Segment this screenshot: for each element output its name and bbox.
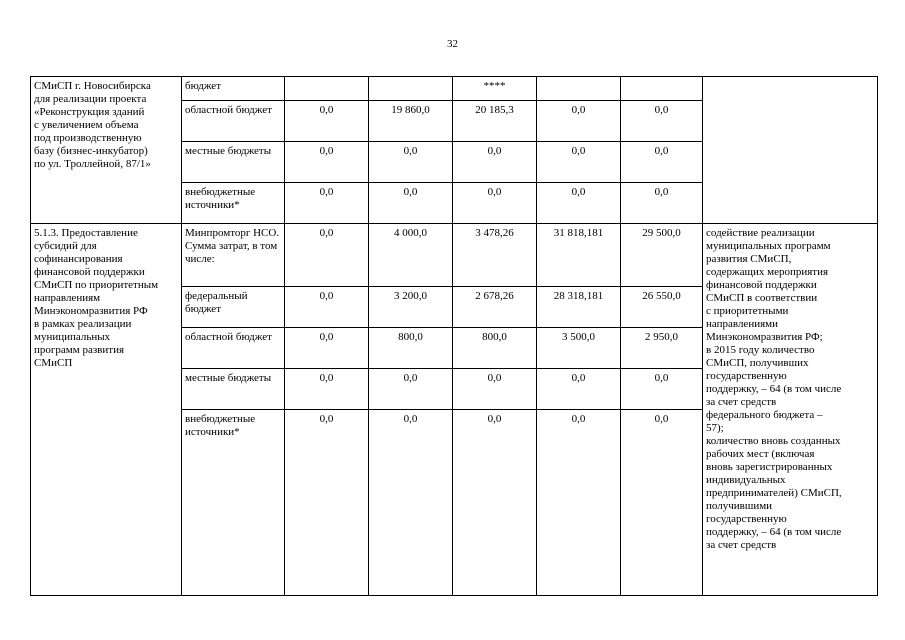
amount-cell: 0,0 [537,101,621,142]
financing-table [30,76,878,596]
expected-result-line: содействие реализации [706,227,815,239]
amount-cell: 0,0 [285,410,369,596]
amount-cell: 0,0 [285,328,369,369]
amount-cell: 0,0 [285,224,369,287]
expected-result-line: государственную [706,513,787,525]
expected-result-line: Минэкономразвития РФ; [706,331,823,343]
amount-cell: 800,0 [369,328,453,369]
expected-result-line: поддержку, – 64 (в том числе [706,383,842,395]
expected-result-line: предпринимателей) СМиСП, [706,487,842,499]
measure-name-line: программ развития [34,344,125,356]
amount-cell: 0,0 [369,142,453,183]
funding-source-cell: областной бюджет [182,328,285,369]
funding-source-cell: федеральный бюджет [182,287,285,328]
amount-cell: 3 478,26 [453,224,537,287]
measure-name-line: по ул. Троллейной, 87/1» [34,158,151,170]
amount-cell: 0,0 [537,183,621,224]
amount-cell: 0,0 [285,142,369,183]
expected-result-line: получившими [706,500,773,512]
amount-cell: 0,0 [621,101,703,142]
amount-cell: 4 000,0 [369,224,453,287]
amount-cell: 0,0 [537,369,621,410]
amount-cell: 29 500,0 [621,224,703,287]
amount-cell: 31 818,181 [537,224,621,287]
amount-cell: 0,0 [537,410,621,596]
amount-cell: 0,0 [453,183,537,224]
measure-name-cell [31,224,182,596]
measure-name-line: 5.1.3. Предоставление [34,227,138,239]
amount-cell: 0,0 [285,183,369,224]
measure-name-line: СМиСП по приоритетным [34,279,159,291]
measure-name-line: в рамках реализации [34,318,132,330]
expected-result-line: в 2015 году количество [706,344,815,356]
expected-result-line: направлениями [706,318,778,330]
funding-source-cell: внебюджетные источники* [182,183,285,224]
result-cell-empty [703,77,878,224]
funding-source-cell: бюджет [182,77,285,101]
measure-name-line: под производственную [34,132,142,144]
expected-result-line: финансовой поддержки [706,279,817,291]
amount-cell: 26 550,0 [621,287,703,328]
amount-cell [621,77,703,101]
expected-result-line: 57); [706,422,724,434]
expected-result-line: содержащих мероприятия [706,266,829,278]
amount-cell: 0,0 [369,369,453,410]
measure-name-line: «Реконструкция зданий [34,106,145,118]
expected-result-line: индивидуальных [706,474,786,486]
measure-name-line: софинансирования [34,253,123,265]
amount-cell: 0,0 [621,410,703,596]
amount-cell: 2 950,0 [621,328,703,369]
measure-name-line: направлениям [34,292,101,304]
amount-cell [537,77,621,101]
measure-name-line: с увеличением объема [34,119,139,131]
amount-cell: **** [453,77,537,101]
expected-result-line: поддержку, – 64 (в том числе [706,526,842,538]
amount-cell: 0,0 [621,369,703,410]
amount-cell: 0,0 [621,142,703,183]
expected-result-cell [703,224,878,596]
measure-name-line: СМиСП г. Новосибирска [34,80,151,92]
amount-cell: 0,0 [621,183,703,224]
amount-cell: 0,0 [369,410,453,596]
amount-cell: 3 500,0 [537,328,621,369]
measure-name-line: субсидий для [34,240,97,252]
amount-cell: 0,0 [453,142,537,183]
funding-source-cell: местные бюджеты [182,369,285,410]
table-row [31,224,878,287]
amount-cell: 0,0 [369,183,453,224]
expected-result-line: за счет средств [706,539,777,551]
amount-cell: 0,0 [453,410,537,596]
page-number: 32 [447,38,458,50]
expected-result-line: государственную [706,370,787,382]
funding-source-cell: областной бюджет [182,101,285,142]
amount-cell: 0,0 [537,142,621,183]
expected-result-line: федерального бюджета – [706,409,823,421]
amount-cell: 0,0 [285,101,369,142]
expected-result-line: муниципальных программ [706,240,831,252]
funding-source-cell: местные бюджеты [182,142,285,183]
amount-cell: 20 185,3 [453,101,537,142]
amount-cell: 0,0 [453,369,537,410]
amount-cell: 800,0 [453,328,537,369]
measure-name-cell [31,77,182,224]
amount-cell [369,77,453,101]
expected-result-line: СМиСП в соответствии [706,292,818,304]
expected-result-line: рабочих мест (включая [706,448,815,460]
expected-result-line: вновь зарегистрированных [706,461,833,473]
measure-name-line: финансовой поддержки [34,266,145,278]
measure-name-line: базу (бизнес-инкубатор) [34,145,148,157]
measure-name-line: Минэкономразвития РФ [34,305,148,317]
expected-result-line: развития СМиСП, [706,253,792,265]
funding-source-cell: внебюджетные источники* [182,410,285,596]
amount-cell: 28 318,181 [537,287,621,328]
amount-cell [285,77,369,101]
measure-name-line: муниципальных [34,331,111,343]
amount-cell: 2 678,26 [453,287,537,328]
expected-result-line: СМиСП, получивших [706,357,809,369]
amount-cell: 0,0 [285,369,369,410]
amount-cell: 0,0 [285,287,369,328]
amount-cell: 3 200,0 [369,287,453,328]
funding-source-cell: Минпромторг НСО. Сумма затрат, в том числе: [182,224,285,287]
expected-result-line: количество вновь созданных [706,435,841,447]
measure-name-line: СМиСП [34,357,73,369]
table-row [31,77,878,101]
measure-name-line: для реализации проекта [34,93,147,105]
amount-cell: 19 860,0 [369,101,453,142]
expected-result-line: с приоритетными [706,305,789,317]
expected-result-line: за счет средств [706,396,777,408]
